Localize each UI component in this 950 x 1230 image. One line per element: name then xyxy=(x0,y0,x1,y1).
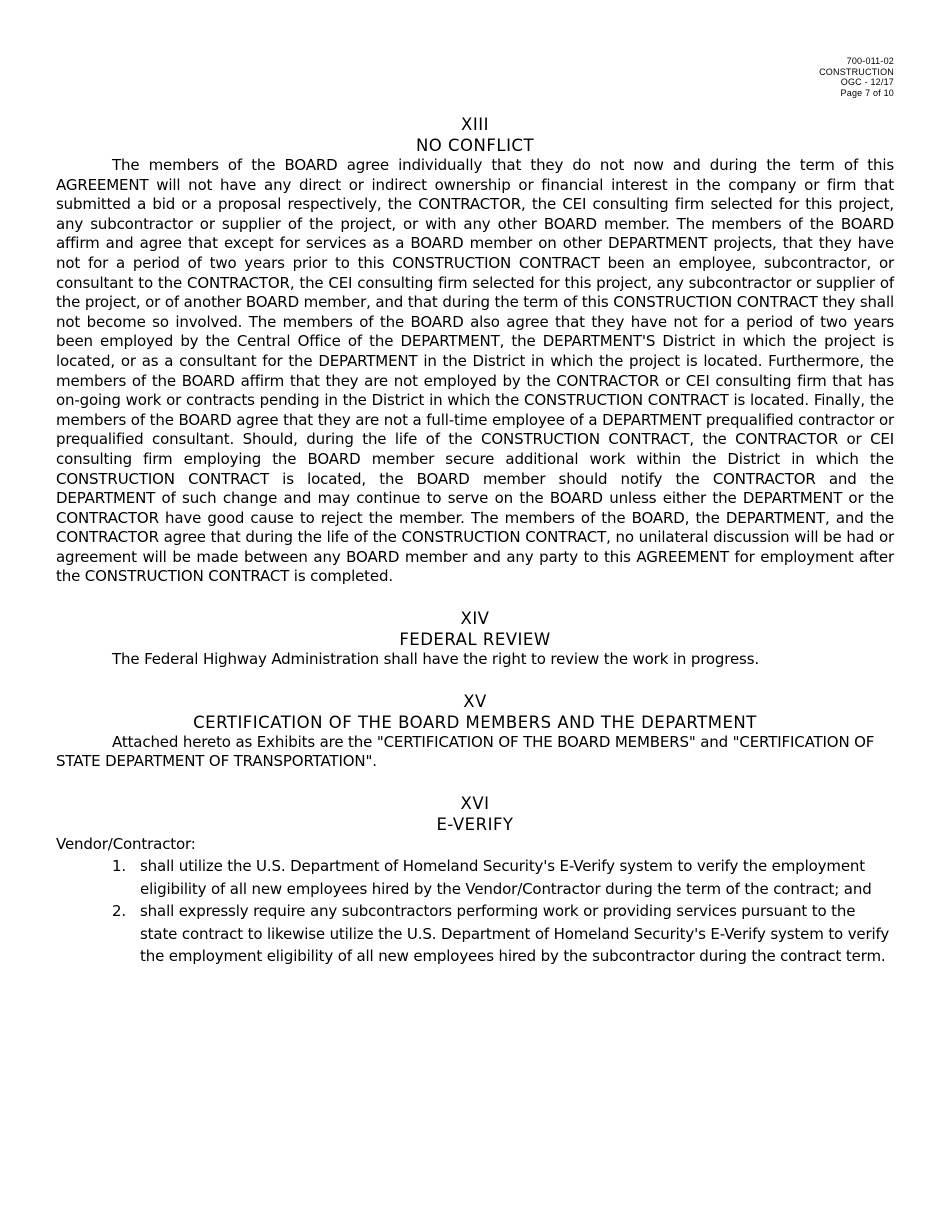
section-paragraph: The Federal Highway Administration shall have the right to review the work in progress. xyxy=(112,650,760,669)
section-numeral: XV xyxy=(463,691,487,711)
section-title: E-VERIFY xyxy=(436,814,514,834)
section-xv xyxy=(56,691,894,772)
section-numeral: XVI xyxy=(460,793,490,813)
list-item-number: 2. xyxy=(112,902,127,921)
vendor-intro: Vendor/Contractor: xyxy=(56,834,196,853)
page-number: Page 7 of 10 xyxy=(840,87,894,98)
section-xiv xyxy=(56,608,894,670)
document-body xyxy=(56,114,894,989)
section-xvi xyxy=(56,793,894,968)
section-title: FEDERAL REVIEW xyxy=(399,630,551,650)
form-identifier xyxy=(819,56,894,98)
list-item xyxy=(56,900,894,968)
list-item-text: shall utilize the U.S. Department of Homeland Security's E-Verify system to verify the employment eligibility of all new employees hired by the Vendor/Contractor during the term of the contract; and xyxy=(140,857,872,898)
section-title: NO CONFLICT xyxy=(415,136,535,155)
section-numeral: XIV xyxy=(460,609,490,629)
section-paragraph: The members of the BOARD agree individually that they do not now and during the term of this AGREEMENT will not have any direct or indirect ownership or financial interest in the company or firm that submitted a bid or a proposal respectively, the CONTRACTOR, the CEI consulting firm selected for this project, any subcontractor or supplier of the project, or with any other BOARD member. The members of the BOARD affirm and agree that except for services as a BOARD member on other DEPARTMENT projects, that they have not for a period of two years prior to this CONSTRUCTION CONTRACT been an employee, subcontractor, or consultant to the CONTRACTOR, the CEI consulting firm selected for this project, any subcontractor or supplier of the project, or of another BOARD member, and that during the term of this CONSTRUCTION CONTRACT they shall not become so involved. The members of the BOARD also agree that they have not for a period of two years been employed by the Central Office of the DEPARTMENT, the DEPARTMENT'S District in which the project is located, or as a consultant for the DEPARTMENT in the District in which the project is located. Furthermore, the members of the BOARD affirm that they are not employed by the CONTRACTOR or CEI consulting firm that has on-going work or contracts pending in the District in which the CONSTRUCTION CONTRACT is located. Finally, the members of the BOARD agree that they are not a full-time employee of a DEPARTMENT prequalified contractor or prequalified consultant. Should, during the life of the CONSTRUCTION CONTRACT, the CONTRACTOR or CEI consulting firm employing the BOARD member secure additional work within the District in which the CONSTRUCTION CONTRACT is located, the BOARD member should notify the CONTRACTOR and the DEPARTMENT of such change and may continue to serve on the BOARD unless either the DEPARTMENT or the CONTRACTOR have good cause to reject the member. The members of the BOARD, the DEPARTMENT, and the CONTRACTOR agree that during the life of the CONSTRUCTION CONTRACT, no unilateral discussion will be had or agreement will be made between any BOARD member and any party to this AGREEMENT for employment after the CONSTRUCTION CONTRACT is completed. xyxy=(56,156,894,586)
section-numeral: XIII xyxy=(461,115,489,134)
section-paragraph: Attached hereto as Exhibits are the "CERTIFICATION OF THE BOARD MEMBERS" and "CERTIFICATION OF STATE DEPARTMENT OF TRANSPORTATION". xyxy=(56,732,875,771)
section-title: CERTIFICATION OF THE BOARD MEMBERS AND THE DEPARTMENT xyxy=(193,712,757,732)
list-item-number: 1. xyxy=(112,857,127,876)
section-xiii xyxy=(56,114,894,587)
list-item-text: shall expressly require any subcontractors performing work or providing services pursuant to the state contract to likewise utilize the U.S. Department of Homeland Security's E-Verify system to verify the employment eligibility of all new employees hired by the subcontractor during the contract term. xyxy=(140,902,890,966)
form-revision: OGC - 12/17 xyxy=(840,77,894,87)
form-category: CONSTRUCTION xyxy=(819,66,894,77)
list-item xyxy=(56,855,894,900)
e-verify-list xyxy=(56,855,894,968)
form-number: 700-011-02 xyxy=(846,56,894,66)
